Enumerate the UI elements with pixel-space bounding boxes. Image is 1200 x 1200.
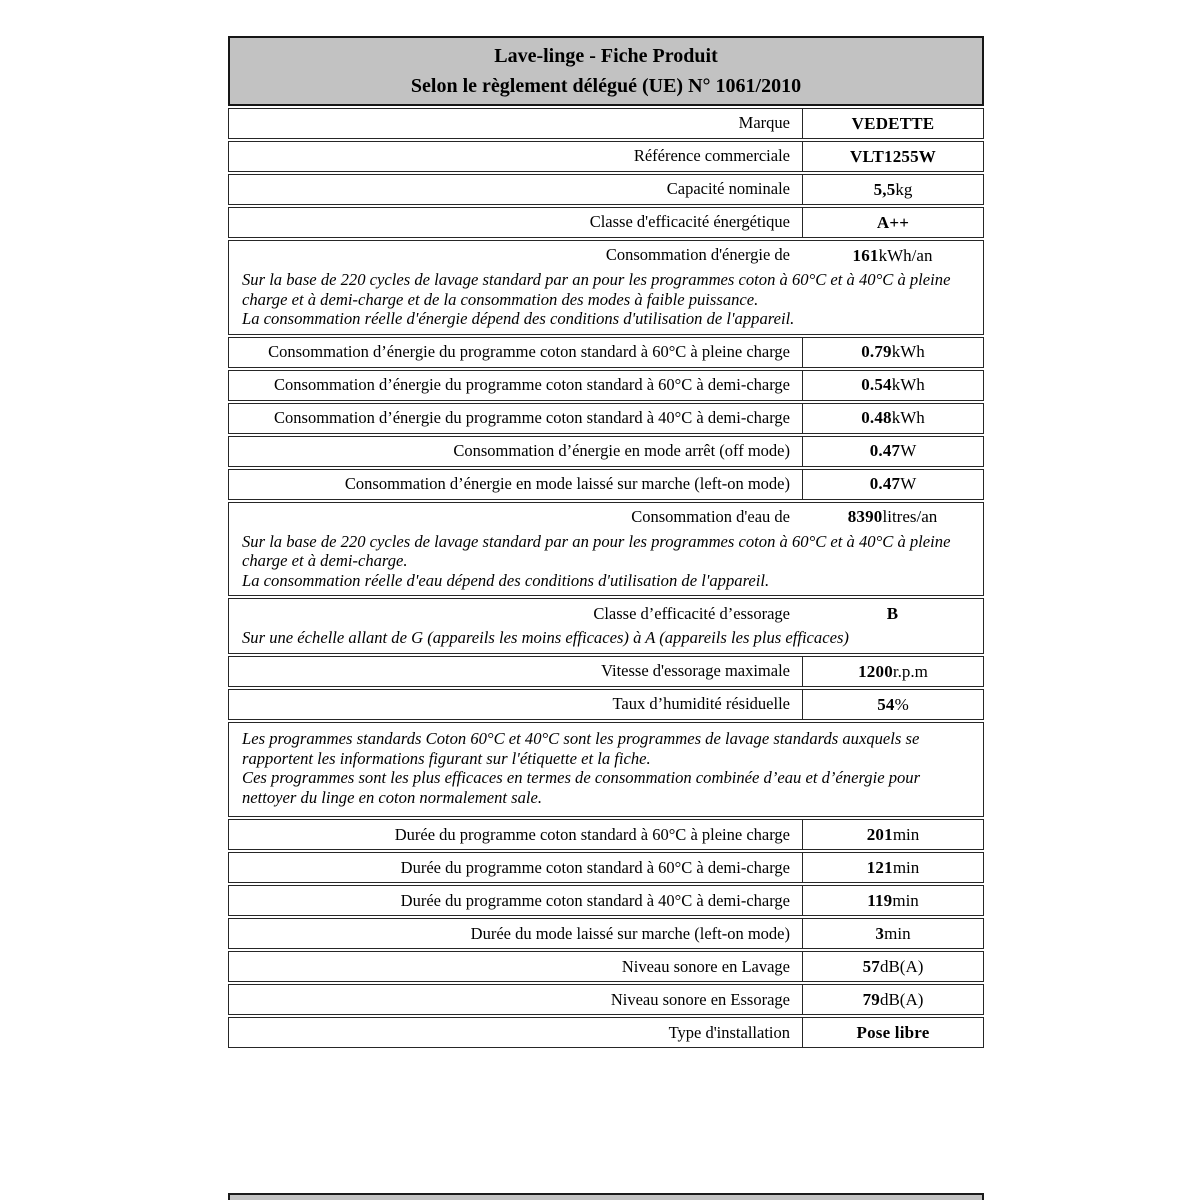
row-label: Classe d’efficacité d’essorage — [593, 603, 790, 623]
row-main-line — [229, 109, 983, 138]
row-value — [802, 952, 983, 981]
row-main-line — [229, 338, 983, 367]
row-main-line — [229, 599, 983, 628]
value-number: 54 — [877, 694, 895, 714]
row-value — [802, 599, 983, 628]
fiche-header — [228, 36, 984, 106]
value-number: 0.79 — [861, 342, 892, 362]
row-notes — [229, 532, 983, 596]
value-unit: kg — [895, 179, 913, 199]
value-number: 0.54 — [861, 375, 892, 395]
table-row — [228, 403, 984, 434]
row-main-line — [229, 985, 983, 1014]
row-value — [802, 919, 983, 948]
row-label: Consommation d'énergie de — [605, 245, 790, 265]
row-label: Consommation d’énergie en mode laissé sur marche (left-on mode) — [344, 474, 790, 493]
table-row — [228, 502, 984, 597]
value-number: VEDETTE — [851, 113, 935, 133]
row-main-line — [229, 886, 983, 915]
row-main-line — [229, 952, 983, 981]
fiche-title-line2: Selon le règlement délégué (UE) N° 1061/2010 — [410, 75, 802, 97]
row-label: Taux d’humidité résiduelle — [612, 694, 790, 714]
table-row — [228, 1017, 984, 1048]
value-unit: kWh/an — [878, 245, 933, 265]
note-paragraph: Ces programmes sont les plus efficaces en termes de consommation combinée d’eau et d’énergie pour nettoyer du linge en coton normalement sale. — [242, 768, 921, 807]
value-number: 121 — [866, 857, 893, 877]
value-unit: min — [892, 890, 919, 910]
row-value — [802, 820, 983, 849]
table-row — [228, 656, 984, 687]
row-label: Vitesse d'essorage maximale — [601, 661, 790, 681]
fiche-title-line1: Lave-linge - Fiche Produit — [494, 45, 718, 67]
note-paragraph: Sur une échelle allant de G (appareils les moins efficaces) à A (appareils les plus efficaces) — [242, 628, 849, 648]
value-number: 0.48 — [861, 408, 892, 428]
table-row — [228, 207, 984, 238]
row-label: Classe d'efficacité énergétique — [589, 212, 790, 232]
row-label: Niveau sonore en Essorage — [610, 989, 790, 1009]
row-main-line — [229, 503, 983, 532]
row-value — [802, 1018, 983, 1047]
row-main-line — [229, 371, 983, 400]
row-main-line — [229, 437, 983, 466]
table-row — [228, 370, 984, 401]
value-unit: W — [900, 441, 917, 461]
value-unit: dB(A) — [879, 989, 924, 1009]
row-value — [802, 657, 983, 686]
value-unit: kWh — [891, 342, 925, 362]
value-number: 0.47 — [869, 441, 901, 461]
note-paragraph: Sur la base de 220 cycles de lavage standard par an pour les programmes coton à 60°C et à 40°C à pleine charge et à demi-charge. — [242, 531, 951, 571]
row-value — [802, 503, 983, 532]
row-main-line — [229, 853, 983, 882]
value-number: 1200 — [858, 661, 893, 681]
row-value — [802, 470, 983, 499]
table-row — [228, 885, 984, 916]
row-label: Durée du mode laissé sur marche (left-on mode) — [470, 923, 790, 943]
row-main-line — [229, 690, 983, 719]
row-main-line — [229, 470, 983, 499]
value-number: A++ — [876, 212, 910, 232]
value-number: 119 — [867, 890, 893, 910]
value-unit: % — [894, 694, 909, 714]
value-number: 5,5 — [873, 179, 896, 199]
row-value — [802, 142, 983, 171]
value-unit: r.p.m — [892, 661, 928, 681]
value-unit: litres/an — [882, 507, 938, 527]
row-label: Consommation d’énergie du programme coton standard à 60°C à pleine charge — [268, 342, 790, 361]
table-row — [228, 174, 984, 205]
row-label: Consommation d'eau de — [631, 507, 790, 526]
row-notes — [229, 723, 983, 816]
row-label: Consommation d’énergie en mode arrêt (off mode) — [453, 441, 790, 460]
table-row — [228, 240, 984, 335]
row-main-line — [229, 404, 983, 433]
row-value — [802, 208, 983, 237]
row-value — [802, 985, 983, 1014]
value-unit: W — [900, 474, 917, 494]
table-row — [228, 469, 984, 500]
row-main-line — [229, 820, 983, 849]
value-number: 0.47 — [869, 474, 901, 494]
row-label: Type d'installation — [668, 1022, 790, 1042]
row-label: Durée du programme coton standard à 40°C à demi-charge — [400, 890, 790, 910]
table-row — [228, 689, 984, 720]
product-fiche-sheet — [228, 36, 984, 1048]
table-row — [228, 108, 984, 139]
note-paragraph: La consommation réelle d'eau dépend des conditions d'utilisation de l'appareil. — [242, 570, 770, 590]
row-value — [802, 404, 983, 433]
table-row — [228, 819, 984, 850]
value-number: 8390 — [847, 507, 883, 527]
value-number: 57 — [862, 956, 880, 976]
value-number: VLT1255W — [850, 146, 936, 166]
row-main-line — [229, 208, 983, 237]
row-value — [802, 886, 983, 915]
row-notes — [229, 270, 983, 334]
row-value — [802, 371, 983, 400]
note-paragraph: La consommation réelle d'énergie dépend des conditions d'utilisation de l'appareil. — [242, 309, 795, 329]
value-unit: kWh — [891, 375, 925, 395]
value-number: 3 — [875, 923, 885, 943]
table-row — [228, 918, 984, 949]
row-label: Capacité nominale — [666, 179, 790, 199]
spec-table — [228, 108, 984, 1048]
row-value — [802, 241, 983, 270]
row-value — [802, 853, 983, 882]
value-number: 201 — [866, 824, 893, 844]
table-row — [228, 984, 984, 1015]
row-value — [802, 338, 983, 367]
value-number: B — [886, 603, 899, 623]
row-value — [802, 175, 983, 204]
row-main-line — [229, 241, 983, 270]
row-label: Référence commerciale — [633, 146, 790, 166]
row-value — [802, 437, 983, 466]
row-main-line — [229, 657, 983, 686]
note-paragraph: Sur la base de 220 cycles de lavage standard par an pour les programmes coton à 60°C et à 40°C à pleine charge et à demi-charge et de la consommation des modes à faible puissance. — [242, 270, 951, 309]
value-number: Pose libre — [856, 1022, 930, 1042]
note-paragraph: Les programmes standards Coton 60°C et 40°C sont les programmes de lavage standards auxquels se rapportent les informations figurant sur l'étiquette et la fiche. — [242, 729, 920, 768]
value-unit: kWh — [891, 408, 925, 428]
row-label: Consommation d’énergie du programme coton standard à 60°C à demi-charge — [274, 375, 790, 394]
row-main-line — [229, 919, 983, 948]
value-number: 161 — [852, 245, 879, 265]
row-label: Niveau sonore en Lavage — [621, 956, 790, 976]
table-row — [228, 141, 984, 172]
table-row — [228, 852, 984, 883]
row-notes — [229, 628, 983, 653]
row-label: Durée du programme coton standard à 60°C à pleine charge — [394, 824, 790, 844]
next-page-header-peek — [228, 1193, 984, 1200]
table-row — [228, 598, 984, 654]
value-unit: dB(A) — [879, 956, 924, 976]
row-main-line — [229, 175, 983, 204]
value-number: 79 — [862, 989, 880, 1009]
table-row — [228, 722, 984, 817]
row-main-line — [229, 142, 983, 171]
row-label: Consommation d’énergie du programme coton standard à 40°C à demi-charge — [274, 408, 790, 427]
value-unit: min — [892, 857, 920, 877]
value-unit: min — [884, 923, 911, 943]
table-row — [228, 951, 984, 982]
row-label: Durée du programme coton standard à 60°C à demi-charge — [400, 857, 790, 877]
row-value — [802, 109, 983, 138]
table-row — [228, 436, 984, 467]
row-value — [802, 690, 983, 719]
row-label: Marque — [738, 113, 790, 133]
value-unit: min — [892, 824, 920, 844]
table-row — [228, 337, 984, 368]
row-main-line — [229, 1018, 983, 1047]
